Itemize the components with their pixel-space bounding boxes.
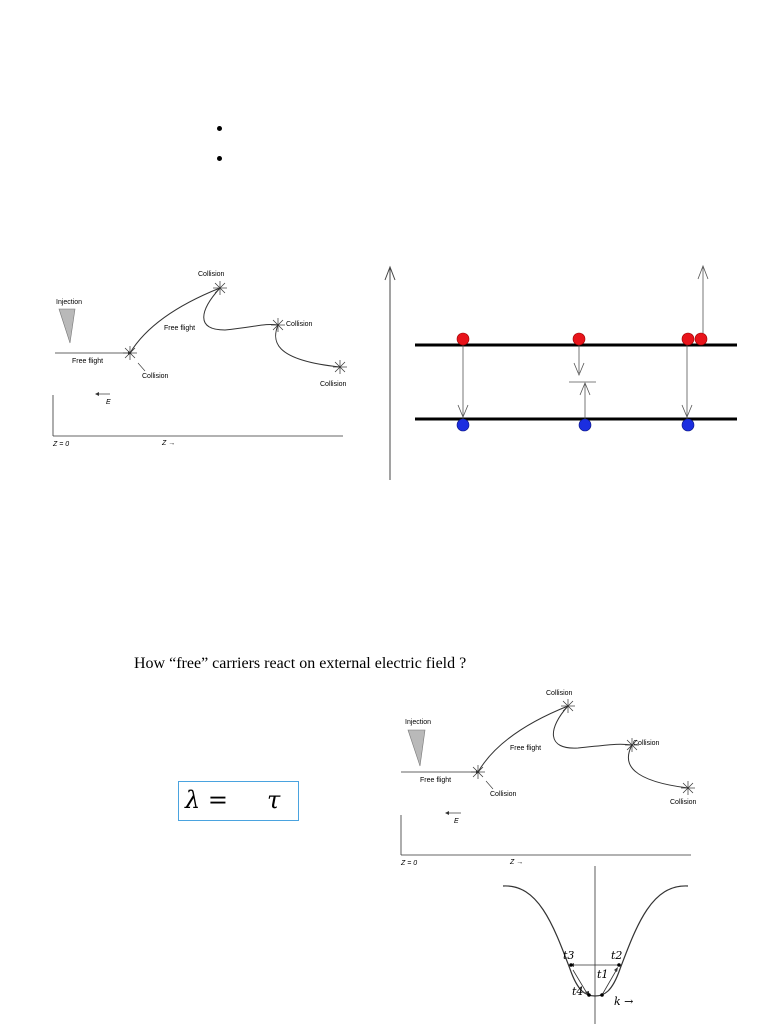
collision-star-icon: [681, 781, 695, 795]
free-flight-diagram-1: [50, 265, 350, 465]
collision-label-3: Collision: [490, 791, 517, 798]
collision-star-icon: [213, 281, 227, 295]
field-label: E: [106, 399, 111, 406]
band-diagram: [385, 262, 745, 492]
hole-dot: [457, 419, 469, 431]
collision-label-4: Collision: [670, 799, 697, 806]
injection-wedge-icon: [59, 309, 75, 343]
collision-label-1: Collision: [198, 271, 225, 278]
bullet-2: [217, 156, 222, 161]
injection-wedge-icon: [408, 730, 425, 766]
collision-star-icon: [123, 346, 137, 360]
bullet-1: [217, 126, 222, 131]
collision-star-icon: [561, 699, 575, 713]
collision-label-2: Collision: [286, 321, 313, 328]
t2-label: t2: [611, 949, 623, 962]
injection-label: Injection: [56, 299, 83, 306]
field-label: E: [454, 818, 459, 825]
collision-label-3: Collision: [142, 373, 169, 380]
electron-dot: [573, 333, 585, 345]
hole-dot: [579, 419, 591, 431]
t3-label: t3: [563, 949, 575, 962]
injection-label: Injection: [405, 719, 432, 726]
dispersion-curve: [503, 886, 688, 996]
t4-label: t4: [572, 985, 584, 998]
free-flight-diagram-2: [398, 690, 708, 880]
hole-dot: [682, 419, 694, 431]
collision-star-icon: [271, 318, 285, 332]
electron-dot: [457, 333, 469, 345]
collision-label-4: Collision: [320, 381, 347, 388]
collision-star-icon: [471, 765, 485, 779]
z-axis-label: Z →: [162, 440, 176, 447]
electron-dot: [682, 333, 694, 345]
band-curve-diagram: [498, 864, 698, 1024]
mean-free-path-formula: [178, 781, 299, 821]
free-flight-label-1: Free flight: [420, 777, 452, 784]
z0-label: Z = 0: [53, 441, 70, 448]
electron-dot: [695, 333, 707, 345]
collision-label-1: Collision: [546, 690, 573, 697]
free-flight-label-1: Free flight: [72, 358, 104, 365]
question-text: How “free” carriers react on external electric field ?: [134, 655, 467, 672]
t1-label: t1: [597, 968, 609, 981]
collision-label-2: Collision: [633, 740, 660, 747]
free-flight-label-2: Free flight: [164, 325, 196, 332]
formula-lhs: λ =: [185, 786, 228, 814]
z-axis-label: Z →: [510, 859, 524, 866]
free-flight-label-2: Free flight: [510, 745, 542, 752]
k-axis-label: k →: [614, 995, 634, 1008]
z0-label: Z = 0: [401, 860, 418, 867]
formula-rhs: τ: [267, 786, 281, 814]
collision-star-icon: [333, 360, 347, 374]
